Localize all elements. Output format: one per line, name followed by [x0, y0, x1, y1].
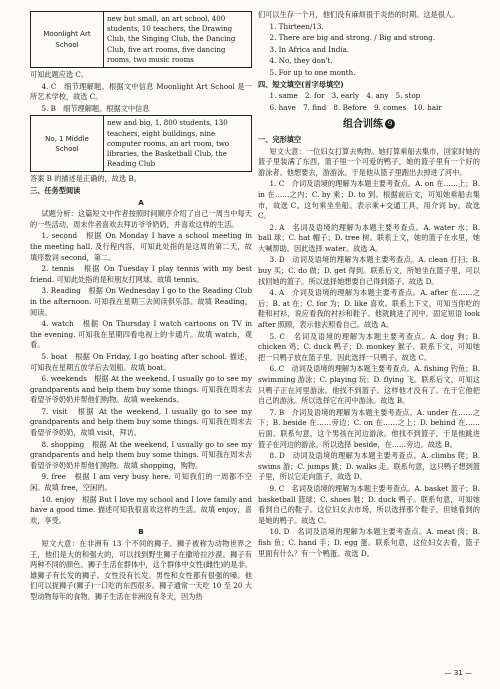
answer-item: 3. In Africa and India.: [269, 44, 350, 54]
section-title: [258, 119, 480, 131]
section-title-text: 组合训练: [343, 119, 383, 131]
paragraph: 们可以生存一个月，他们没有麻烦很于炎热的时期。这是很人。: [258, 10, 460, 19]
section-heading: 三、任务型阅读: [30, 186, 81, 195]
paragraph: 5. B 细节理解题。根据文中信息: [41, 103, 150, 113]
paragraph: 答案 B 的描述是正确的，故选 B。: [30, 174, 141, 184]
answer-item: 5. For up to one month.: [269, 67, 356, 77]
sub-heading: B: [138, 527, 144, 537]
school-table-moonlight: [30, 11, 252, 68]
paragraph: 试题分析：这篇短文中作者按照时间顺序介绍了自己一周当中每天的一些活动，周末作者喜欢去拜访爷爷奶奶，并喜欢这样的生活。: [30, 209, 252, 229]
page-number: — 31 —: [444, 669, 472, 678]
sub-heading: A: [138, 197, 144, 207]
table-value: new but small, an art school, 400 students, 10 teachers, the Drawing Club, the Singing Club, the Dancing Club, five art rooms, five dancing rooms, two music rooms: [104, 12, 252, 68]
answer-item: 10. D 名词及语境的理解为本题主要考查点。A. meat 肉；B. fish 鱼；C. hand 手；D. egg 蛋。联系句意，这位妇女去看，篮子里面有什么？有一个鸭蛋。故选 D。: [258, 527, 480, 558]
answer-item: 5. boat 根据 On Friday, I go boating after school. 描述，可知我在星期五放学后去划船。故填 boat。: [30, 351, 252, 372]
table-value: new and big, 1, 800 students, 130 teachers, eight buildings, nine computer rooms, an art room, two libraries, the Basketball Club, the Reading Club: [104, 116, 252, 172]
answer-item: 3. D 动词及语境的理解为本题主要考查点。A. clean 打扫；B. buy 买；C. do 做；D. get 得到。联系后文，所她坐在篮子里，可以找回她的篮子。所以选择她想要自己得到篮子。故选 D。: [258, 255, 480, 286]
table-key: Moonlight Art School: [31, 12, 104, 68]
answer-item: 9. free 根据 I am very busy here. 可知我们的一周都不空闲。故填 free，空闲的。: [30, 472, 252, 493]
paragraph: 短文大意：在非洲有 13 个不同的狮子。狮子被称为动物世界之王，他们是大的和强大的，可以找到野生狮子在撒哈拉沙漠。狮子有两种不同的颜色。狮子生活在群体中，这个群体中女性(雌性)的是非。雄狮子有长发的狮子。女性没有长发。男性和女性都有很强的嗓。他们可以捉狮子(狮子)一口吃的东西很多。狮子通常一天吃 10 至 20 大型动物每年的食物。狮子生活在非洲没有冬天，因为热: [30, 539, 252, 601]
answer-item: 1. same 2. for 3. early 4. any 5. stop: [269, 91, 421, 101]
answer-item: 2. There are big and strong. / Big and strong.: [269, 33, 436, 43]
answer-item: 8. D 动词及语境的理解为本题主要考查点。A. climbs 爬；B. swims 游；C. jumps 跳；D. walks 走。联系句意，这只鸭子想到篮子里，所以它走向篮子，故选 D。: [258, 451, 480, 482]
answer-item: 6. weekends 根据 At the weekend, I usually go to see my grandparents and help them buy some things. 可知我在周末去看望爷爷奶奶并帮他们购物。故填 weekends。: [30, 374, 252, 405]
answer-item: 4. A 介词及语境的理解为本题主要考查点。A. after 在……之后；B. at 在；C. for 为；D. like 喜欢。联系上下文，可知当你吃的鞋和衬衫，说应看我的衬衫和鞋子。他就跳进了河中。固定短语 look after 照顾，表示他去照看自己。故选 A。: [258, 288, 480, 330]
answer-item: 1. Thirteen/13.: [269, 21, 324, 31]
answer-item: 1. second 根据 On Monday I have a school meeting in the meeting hall. 及行程内容，可知此处指的是这周的第二天，故填序数词 second，第二。: [30, 231, 252, 262]
school-table-no1: [30, 115, 252, 172]
paragraph: 可知此题应选 C。: [30, 70, 89, 80]
answer-item: 4. No, they don't.: [269, 56, 333, 66]
answer-item: 10. enjoy 根据 But I love my school and I love family and have a good time. 描述可知我很喜欢这样的生活。故填 enjoy，喜欢，享受。: [30, 494, 252, 525]
right-column: [258, 10, 480, 560]
paragraph: 4. C 细节理解题。根据文中信息 Moonlight Art School 是一所艺术学校，故选 C。: [30, 81, 252, 102]
paragraph: 短文大意：一位妇女打算去购物。她打算乘船去集市，回家时她的篮子里装满了东西，篮子里一个可爱的鸭子，她的篮子里有一个好的游泳者。他想要去，游游泳。于是他从篮子里跑出去掉进了河中。: [258, 146, 480, 177]
answer-item: 1. C 介词及语境的理解为本题主要考查点。A. on 在……上；B. in 在……之内；C. by 乘；D. to 到。根据前后文，可知她乘船去集市，故选 C。这句乘坐坐船。表示乘+交通工具，用介词 by。故选 C。: [258, 179, 480, 221]
answer-item: 6. have 7. find 8. Before 9. comes 10. hair: [269, 102, 442, 112]
answer-item: 3. Reading 根据 On Wednesday I go to the Reading Club in the afternoon. 可知我在星期三去阅读俱乐部。故填 Reading，阅读。: [30, 286, 252, 317]
section-number-badge: 9: [385, 119, 395, 129]
table-key: No. 1 Middle School: [31, 116, 104, 172]
answer-item: 8. shopping 根据 At the weekend, I usually go to see my grandparents and help them buy some things. 可知我在周末去看望爷爷奶奶并帮他们购物。故填 shopping，购物。: [30, 439, 252, 470]
answer-item: 7. visit 根据 At the weekend, I usually go to see my grandparents and help them buy some things. 可知我在周末去看望爷爷奶奶，故填 visit，拜访。: [30, 406, 252, 438]
left-column: [30, 10, 252, 604]
section-heading: 四、短文填空(首字母填空): [258, 79, 344, 89]
answer-item: 4. watch 根据 On Thursday I watch cartoons on TV in the evening. 可知我在星期四看电视上的卡通片。故填 watch，观看。: [30, 319, 252, 350]
section-heading: 一、完形填空: [258, 134, 302, 144]
answer-item: 7. B 介词及语境的理解为本题主要考查点。A. under 在……之下；B. beside 在……旁边；C. on 在……之上；D. behind 在……后面。联系句意，这个男孩在河边游泳。他找不到篮子，于是他跳进篮子在河边的游泳。所以选择 beside，在……旁边。故选 B。: [258, 407, 480, 449]
answer-item: 5. C 名词及语境的理解为本题主要考查点。A. dog 狗；B. chicken 鸡；C. duck 鸭子；D. monkey 猴子。联系下文，可知她把一只鸭子放在篮子里。因此选择一只鸭子。故选 C。: [258, 331, 480, 362]
answer-item: 2. tennis 根据 On Tuesday I play tennis with my best friend. 可知此处指的是和朋友打网球。故填 tennis。: [30, 264, 252, 284]
answer-item: 9. C 名词及语境的理解为本题主要考查点。A. basket 篮子；B. basketball 篮球；C. shoes 鞋；D. duck 鸭子。联系句意，可知她看到自己的鞋子。这位妇女去市场，所以选择那个鞋子，但她看到的是她的鸭子。故选 C。: [258, 483, 480, 525]
answer-item: 6. C 动词及语境的理解为本题主要考查点。A. fishing 钓鱼；B. swimming 游泳；C. playing 玩；D. flying 飞。联系后文，可知这只鸭子正在河里游泳。他找不到篮子。这样他才没有了。在于它他把自己的游泳。所以选择它在河中游泳。故选 B。: [258, 364, 480, 406]
answer-item: 2. A 名词及语境的理解为本题主要考查点。A. water 水；B. ball 球；C. hat 帽子；D. tree 树。联系上文，她的篮子在水里，她大喊帮助。因此选择 water。故选 A。: [258, 222, 480, 253]
